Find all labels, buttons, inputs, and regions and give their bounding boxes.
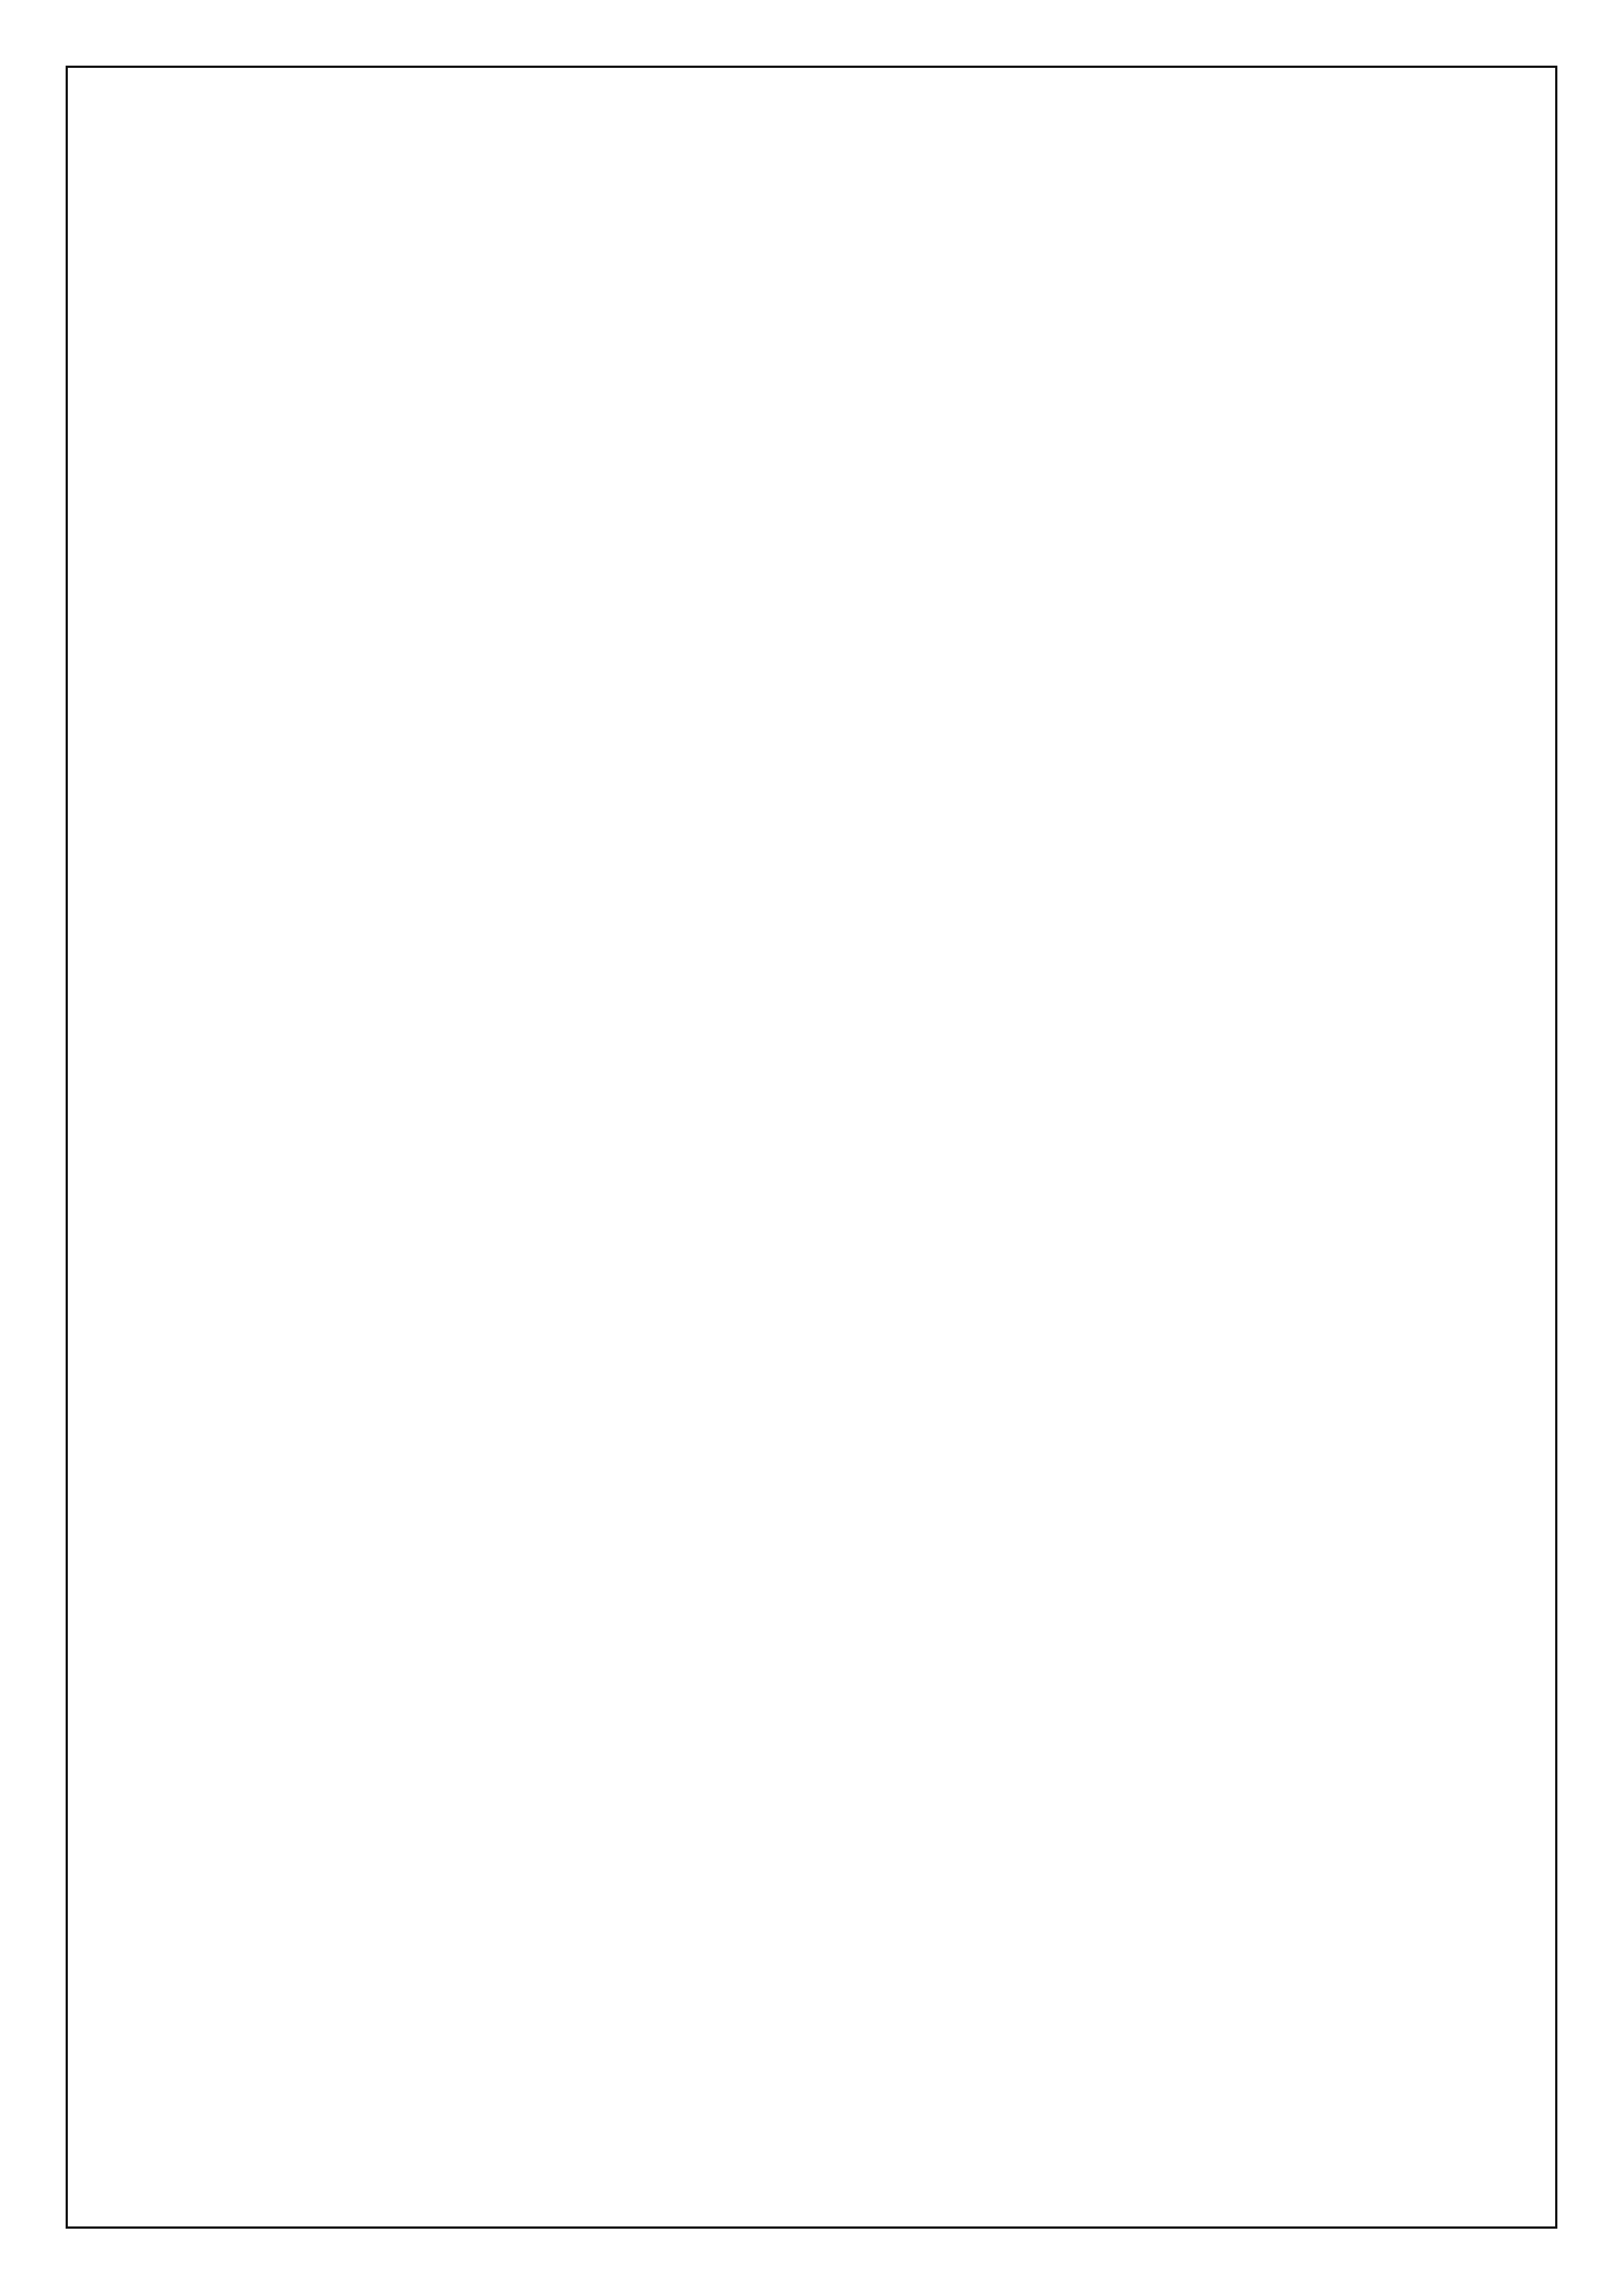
paragraph-first-line [199, 1431, 1433, 1470]
essay-heading [199, 1101, 1433, 1140]
salutation [199, 1211, 1433, 1250]
text-line [199, 881, 1433, 921]
text-line [199, 1871, 1433, 1910]
greeting [199, 1321, 1433, 1360]
text-line [199, 551, 1433, 591]
text-line [199, 441, 1433, 481]
text-line [199, 1981, 1433, 2020]
text-line [199, 1651, 1433, 1690]
paragraph-first-line [199, 1541, 1433, 1580]
text-line [199, 222, 1433, 261]
text-line [199, 332, 1433, 371]
paragraph-first-line [199, 991, 1433, 1030]
text-line [199, 1761, 1433, 1800]
text-line [199, 771, 1433, 811]
paragraph-first-line [199, 661, 1433, 701]
text-line [199, 2091, 1433, 2130]
document-body [199, 222, 1433, 2201]
